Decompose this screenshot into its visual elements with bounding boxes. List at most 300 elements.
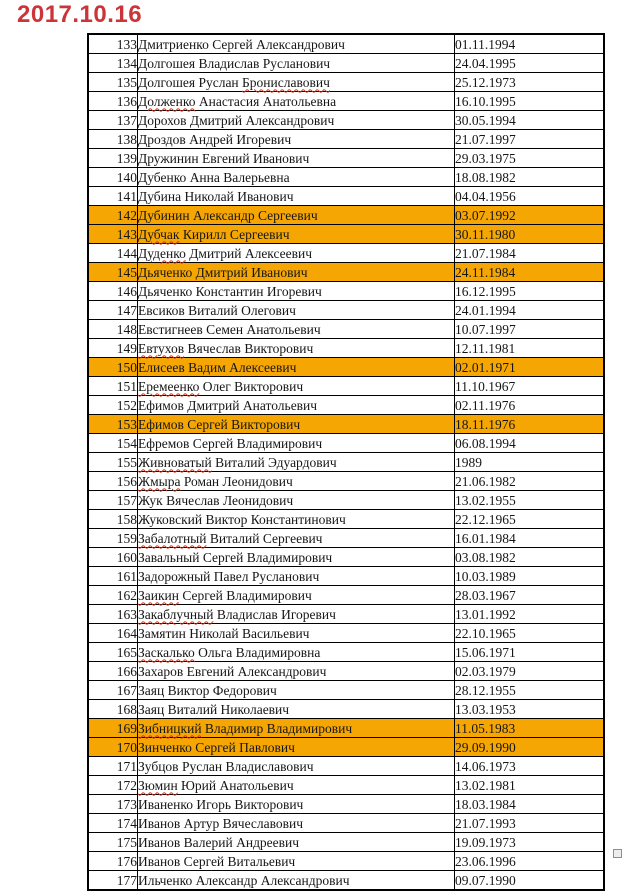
birth-date-cell: 10.03.1989 <box>455 567 605 586</box>
name-word: Заяц <box>138 701 165 717</box>
name-word: Иванович <box>253 150 310 166</box>
table-row <box>88 130 604 149</box>
name-word: Дроздов <box>138 131 186 147</box>
name-word: Семен <box>206 321 244 337</box>
table-resize-handle-icon[interactable] <box>613 849 622 858</box>
table-row <box>88 662 604 681</box>
row-number-cell: 157 <box>88 491 138 510</box>
row-number-cell: 170 <box>88 738 138 757</box>
name-word: Александрович <box>256 36 345 52</box>
name-word: Артур <box>183 815 220 831</box>
table-row <box>88 358 604 377</box>
row-number-cell: 172 <box>88 776 138 795</box>
name-word: Дмитриенко <box>138 36 209 52</box>
full-name-cell <box>138 320 455 339</box>
row-number-cell: 175 <box>88 833 138 852</box>
table-row <box>88 567 604 586</box>
name-word: Русланович <box>262 55 331 71</box>
full-name-cell <box>138 168 455 187</box>
birth-date-cell: 02.01.1971 <box>455 358 605 377</box>
birth-date-cell: 30.05.1994 <box>455 111 605 130</box>
full-name-cell <box>138 681 455 700</box>
row-number-cell: 163 <box>88 605 138 624</box>
birth-date-cell: 21.07.1997 <box>455 130 605 149</box>
full-name-cell <box>138 814 455 833</box>
full-name-cell <box>138 700 455 719</box>
birth-date-cell: 12.11.1981 <box>455 339 605 358</box>
full-name-cell <box>138 34 455 54</box>
row-number-cell: 159 <box>88 529 138 548</box>
table-row <box>88 244 604 263</box>
full-name-cell <box>138 92 455 111</box>
birth-date-cell: 10.07.1997 <box>455 320 605 339</box>
name-word: Виталий <box>209 530 260 546</box>
row-number-cell: 162 <box>88 586 138 605</box>
name-word: Руслан <box>181 758 223 774</box>
table-row <box>88 320 604 339</box>
row-number-cell: 136 <box>88 92 138 111</box>
name-word: Анастасия <box>198 93 260 109</box>
birth-date-cell: 22.10.1965 <box>455 624 605 643</box>
misspelled-word: Дуденко <box>138 245 186 261</box>
name-word: Евгений <box>201 150 250 166</box>
birth-date-cell: 28.03.1967 <box>455 586 605 605</box>
row-number-cell: 161 <box>88 567 138 586</box>
full-name-cell <box>138 491 455 510</box>
birth-date-cell: 24.04.1995 <box>455 54 605 73</box>
name-word: Леонидович <box>222 492 294 508</box>
misspelled-word: Забалотный <box>138 530 207 546</box>
row-number-cell: 141 <box>88 187 138 206</box>
misspelled-word: Живноватый <box>138 454 212 470</box>
name-word: Сергей <box>212 36 253 52</box>
birth-date-cell: 16.12.1995 <box>455 282 605 301</box>
table-row <box>88 263 604 282</box>
name-word: Виталий <box>215 454 265 470</box>
row-number-cell: 142 <box>88 206 138 225</box>
birth-date-cell: 02.03.1979 <box>455 662 605 681</box>
name-word: Дубенко <box>138 169 187 185</box>
table-row <box>88 187 604 206</box>
name-word: Евсиков <box>138 302 185 318</box>
table-row <box>88 34 604 54</box>
name-word: Русланович <box>251 568 320 584</box>
table-row <box>88 624 604 643</box>
row-number-cell: 152 <box>88 396 138 415</box>
birth-date-cell: 24.11.1984 <box>455 263 605 282</box>
name-word: Зубцов <box>138 758 179 774</box>
birth-date-cell: 29.03.1975 <box>455 149 605 168</box>
name-word: Алексеевич <box>244 245 313 261</box>
birth-date-cell: 22.12.1965 <box>455 510 605 529</box>
birth-date-cell: 11.05.1983 <box>455 719 605 738</box>
name-word: Завальный <box>138 549 200 565</box>
full-name-cell <box>138 662 455 681</box>
name-word: Юрий <box>181 777 217 793</box>
name-word: Зинченко <box>138 739 192 755</box>
table-row <box>88 871 604 891</box>
row-number-cell: 176 <box>88 852 138 871</box>
name-word: Олег <box>202 378 231 394</box>
name-word: Владислав <box>198 55 260 71</box>
birth-date-cell: 30.11.1980 <box>455 225 605 244</box>
table-row <box>88 225 604 244</box>
name-word: Дьяченко <box>138 264 193 280</box>
full-name-cell <box>138 757 455 776</box>
row-number-cell: 177 <box>88 871 138 891</box>
name-word: Игоревич <box>281 606 336 622</box>
name-word: Дубина <box>138 188 182 204</box>
name-word: Игоревич <box>236 131 292 147</box>
row-number-cell: 171 <box>88 757 138 776</box>
full-name-cell <box>138 529 455 548</box>
full-name-cell <box>138 453 455 472</box>
row-number-cell: 149 <box>88 339 138 358</box>
name-word: Вячеслав <box>187 340 241 356</box>
name-word: Сергей <box>182 587 223 603</box>
full-name-cell <box>138 244 455 263</box>
full-name-cell <box>138 187 455 206</box>
table-row <box>88 719 604 738</box>
name-word: Александр <box>195 872 258 888</box>
name-word: Васильевич <box>241 625 310 641</box>
full-name-cell <box>138 130 455 149</box>
name-word: Анатольевич <box>246 321 321 337</box>
birth-date-cell: 19.09.1973 <box>455 833 605 852</box>
misspelled-word: Долженко <box>138 93 196 109</box>
birth-date-cell: 16.10.1995 <box>455 92 605 111</box>
name-word: Владислав <box>216 606 278 622</box>
table-row <box>88 814 604 833</box>
misspelled-word: Зибницкий <box>138 720 202 736</box>
full-name-cell <box>138 73 455 92</box>
full-name-cell <box>138 377 455 396</box>
row-number-cell: 145 <box>88 263 138 282</box>
table-row <box>88 738 604 757</box>
name-word: Руслан <box>198 74 239 90</box>
table-row <box>88 700 604 719</box>
table-row <box>88 396 604 415</box>
full-name-cell <box>138 643 455 662</box>
table-row <box>88 681 604 700</box>
name-word: Елисеев <box>138 359 185 375</box>
misspelled-word: Еремеенко <box>138 378 200 394</box>
full-name-cell <box>138 263 455 282</box>
table-row <box>88 491 604 510</box>
name-word: Витальевич <box>227 853 296 869</box>
name-word: Николай <box>184 188 234 204</box>
row-number-cell: 143 <box>88 225 138 244</box>
full-name-cell <box>138 282 455 301</box>
name-word: Сергей <box>187 416 228 432</box>
name-word: Сергей <box>195 739 236 755</box>
name-word: Дмитрий <box>189 112 243 128</box>
birth-date-cell: 02.11.1976 <box>455 396 605 415</box>
birth-date-cell: 21.06.1982 <box>455 472 605 491</box>
full-name-cell <box>138 206 455 225</box>
name-word: Владимирович <box>266 720 353 736</box>
table-row <box>88 643 604 662</box>
table-row <box>88 757 604 776</box>
full-name-cell <box>138 605 455 624</box>
name-word: Вячеслав <box>166 492 220 508</box>
table-row <box>88 833 604 852</box>
name-word: Александрович <box>260 872 350 888</box>
full-name-cell <box>138 795 455 814</box>
full-name-cell <box>138 149 455 168</box>
name-word: Роман <box>183 473 220 489</box>
row-number-cell: 146 <box>88 282 138 301</box>
name-word: Сергей <box>202 549 244 565</box>
name-word: Сергеевич <box>258 207 318 223</box>
table-row <box>88 301 604 320</box>
full-name-cell <box>138 111 455 130</box>
name-word: Жук <box>138 492 163 508</box>
full-name-cell <box>138 586 455 605</box>
full-name-cell <box>138 852 455 871</box>
row-number-cell: 155 <box>88 453 138 472</box>
name-word: Дружинин <box>138 150 199 166</box>
name-word: Игоревич <box>266 283 322 299</box>
name-word: Виктор <box>205 511 248 527</box>
birth-date-cell: 18.11.1976 <box>455 415 605 434</box>
row-number-cell: 169 <box>88 719 138 738</box>
name-word: Ефремов <box>138 435 190 451</box>
name-word: Викторович <box>234 378 304 394</box>
misspelled-word: Закаблучный <box>138 606 214 622</box>
name-word: Павел <box>213 568 249 584</box>
name-word: Анатольевич <box>219 777 294 793</box>
full-name-cell <box>138 548 455 567</box>
birth-date-cell: 1989 <box>455 453 605 472</box>
row-number-cell: 150 <box>88 358 138 377</box>
birth-date-cell: 03.08.1982 <box>455 548 605 567</box>
name-word: Владимирович <box>226 587 312 603</box>
name-word: Сергей <box>183 853 225 869</box>
birth-date-cell: 04.04.1956 <box>455 187 605 206</box>
name-word: Дмитрий <box>187 397 240 413</box>
page-title-date: 2017.10.16 <box>17 1 143 28</box>
birth-date-cell: 13.01.1992 <box>455 605 605 624</box>
birth-date-cell: 13.02.1955 <box>455 491 605 510</box>
table-row <box>88 434 604 453</box>
name-word: Дьяченко <box>138 283 193 299</box>
name-word: Олегович <box>241 302 296 318</box>
name-word: Задорожный <box>138 568 211 584</box>
birth-date-cell: 23.06.1996 <box>455 852 605 871</box>
birth-date-cell: 21.07.1984 <box>455 244 605 263</box>
row-number-cell: 144 <box>88 244 138 263</box>
name-word: Владимир <box>204 720 264 736</box>
birth-date-cell: 24.01.1994 <box>455 301 605 320</box>
name-word: Викторович <box>244 340 314 356</box>
full-name-cell <box>138 54 455 73</box>
birth-date-cell: 09.07.1990 <box>455 871 605 891</box>
name-word: Сергеевич <box>229 226 290 242</box>
name-word: Виталий <box>188 302 238 318</box>
name-word: Сергеевич <box>262 530 323 546</box>
name-word: Андреевич <box>236 834 300 850</box>
row-number-cell: 156 <box>88 472 138 491</box>
name-word: Иванович <box>251 264 308 280</box>
name-word: Александрович <box>245 112 335 128</box>
table-row <box>88 149 604 168</box>
name-word: Вячеславович <box>222 815 304 831</box>
name-word: Иванов <box>138 815 181 831</box>
name-word: Константинович <box>250 511 346 527</box>
name-word: Владиславович <box>225 758 314 774</box>
birth-date-cell: 16.01.1984 <box>455 529 605 548</box>
row-number-cell: 147 <box>88 301 138 320</box>
name-word: Федорович <box>212 682 277 698</box>
full-name-cell <box>138 472 455 491</box>
birth-date-cell: 15.06.1971 <box>455 643 605 662</box>
full-name-cell <box>138 339 455 358</box>
name-word: Ефимов <box>138 416 184 432</box>
full-name-cell <box>138 434 455 453</box>
name-word: Иванович <box>237 188 294 204</box>
name-word: Замятин <box>138 625 186 641</box>
name-word: Андрей <box>189 131 233 147</box>
birth-date-cell: 18.03.1984 <box>455 795 605 814</box>
row-number-cell: 174 <box>88 814 138 833</box>
row-number-cell: 139 <box>88 149 138 168</box>
name-word: Сергей <box>192 435 234 451</box>
table-row <box>88 415 604 434</box>
full-name-cell <box>138 510 455 529</box>
name-word: Вадим <box>188 359 226 375</box>
name-word: Николай <box>189 625 239 641</box>
name-word: Ольга <box>198 644 233 660</box>
full-name-cell <box>138 301 455 320</box>
row-number-cell: 153 <box>88 415 138 434</box>
name-word: Валерий <box>183 834 233 850</box>
birth-date-cell: 18.08.1982 <box>455 168 605 187</box>
row-number-cell: 154 <box>88 434 138 453</box>
name-word: Владимирович <box>236 435 323 451</box>
birth-date-cell: 06.08.1994 <box>455 434 605 453</box>
row-number-cell: 160 <box>88 548 138 567</box>
row-number-cell: 167 <box>88 681 138 700</box>
name-word: Анна <box>189 169 220 185</box>
name-word: Иваненко <box>138 796 194 812</box>
table-row <box>88 795 604 814</box>
name-word: Иванов <box>138 834 181 850</box>
name-word: Анатольевна <box>262 93 337 109</box>
table-row <box>88 852 604 871</box>
birth-date-cell: 01.11.1994 <box>455 34 605 54</box>
table-row <box>88 168 604 187</box>
name-word: Павлович <box>239 739 295 755</box>
name-word: Анатольевич <box>242 397 318 413</box>
full-name-cell <box>138 624 455 643</box>
table-row <box>88 54 604 73</box>
row-number-cell: 166 <box>88 662 138 681</box>
table-row <box>88 453 604 472</box>
table-row <box>88 605 604 624</box>
name-word: Владимировна <box>235 644 321 660</box>
row-number-cell: 138 <box>88 130 138 149</box>
name-word: Владимирович <box>246 549 333 565</box>
misspelled-word: Евтухов <box>138 340 185 356</box>
full-name-cell <box>138 776 455 795</box>
birth-date-cell: 25.12.1973 <box>455 73 605 92</box>
row-number-cell: 148 <box>88 320 138 339</box>
name-word: Игорь <box>196 796 231 812</box>
name-word: Дмитрий <box>189 245 242 261</box>
row-number-cell: 151 <box>88 377 138 396</box>
full-name-cell <box>138 567 455 586</box>
table-row <box>88 586 604 605</box>
name-word: Леонидович <box>222 473 293 489</box>
name-word: Виктор <box>167 682 210 698</box>
name-word: Викторович <box>234 796 304 812</box>
row-number-cell: 173 <box>88 795 138 814</box>
misspelled-word: Заикин <box>138 587 179 603</box>
full-name-cell <box>138 358 455 377</box>
name-word: Ефимов <box>138 397 184 413</box>
full-name-cell <box>138 719 455 738</box>
birth-date-cell: 28.12.1955 <box>455 681 605 700</box>
table-row <box>88 282 604 301</box>
name-word: Дубинин <box>138 207 190 223</box>
table-row <box>88 548 604 567</box>
table-row <box>88 529 604 548</box>
row-number-cell: 164 <box>88 624 138 643</box>
birth-date-cell: 11.10.1967 <box>455 377 605 396</box>
name-word: Александрович <box>237 663 327 679</box>
row-number-cell: 165 <box>88 643 138 662</box>
row-number-cell: 137 <box>88 111 138 130</box>
misspelled-word: Дубчак <box>138 226 180 242</box>
name-word: Евгений <box>186 663 235 679</box>
full-name-cell <box>138 415 455 434</box>
name-word: Долгошея <box>138 74 196 90</box>
table-row <box>88 206 604 225</box>
table-row <box>88 472 604 491</box>
name-word: Заяц <box>138 682 165 698</box>
full-name-cell <box>138 738 455 757</box>
full-name-cell <box>138 833 455 852</box>
name-word: Николаевич <box>220 701 290 717</box>
name-word: Жуковский <box>138 511 203 527</box>
name-word: Валерьевна <box>223 169 290 185</box>
misspelled-word: Заскалько <box>138 644 195 660</box>
misspelled-word: Брониславович <box>242 74 330 90</box>
row-number-cell: 133 <box>88 34 138 54</box>
row-number-cell: 158 <box>88 510 138 529</box>
name-word: Ильченко <box>138 872 193 888</box>
full-name-cell <box>138 871 455 891</box>
misspelled-word: Жмыра <box>138 473 181 489</box>
name-word: Дорохов <box>138 112 187 128</box>
name-word: Захаров <box>138 663 184 679</box>
birth-date-cell: 21.07.1993 <box>455 814 605 833</box>
table-row <box>88 73 604 92</box>
name-word: Викторович <box>231 416 301 432</box>
birth-date-cell: 13.02.1981 <box>455 776 605 795</box>
name-word: Долгошея <box>138 55 196 71</box>
name-word: Кирилл <box>182 226 227 242</box>
name-word: Иванов <box>138 853 181 869</box>
name-word: Дмитрий <box>195 264 248 280</box>
row-number-cell: 135 <box>88 73 138 92</box>
table-row <box>88 776 604 795</box>
name-word: Александр <box>192 207 255 223</box>
table-row <box>88 510 604 529</box>
name-word: Алексеевич <box>229 359 297 375</box>
birth-date-cell: 03.07.1992 <box>455 206 605 225</box>
